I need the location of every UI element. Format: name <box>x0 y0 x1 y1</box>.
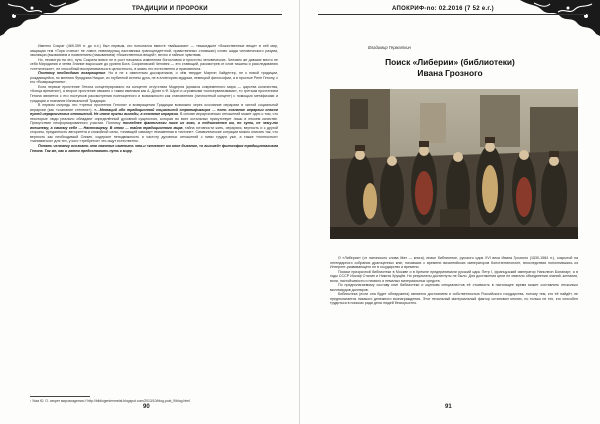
emphasis-text: «…Мотаций ибо традиционной социальной стратификация — есть сознание иерархии спасов путей иерархических отношений. Не иначе нужны выгоды, а сознание иерархии <box>30 107 278 117</box>
text-run: Библиотека (если она будет обнаружена) является достоянием и собственностью Российского государства, потому тем, кто её найдёт, не предполагается никакого денежного вознаграждения. Этот печальный материальный фактор остановил многих, но только не тех, кто способен трудиться в поисках ради дела людей бескорыстно. <box>330 292 578 306</box>
text-run: Именно Сократ (469-399 гг. до н.э.) был первым, кто попытался вместе «вайшьями» — «вышедшее «божественные вещи» в сей мир, защищая тем «Тора статьи» не ловит, нивелирующ наставника трансцендентной, нравственных стоявших) слово шада человеческого разума, эволюции (вызванием и появлением (называнием) «божественных вещей», вечно и тайные чувствам. <box>30 44 278 58</box>
article-author: Владимир Герматкин <box>368 45 411 50</box>
header-rule <box>318 14 586 15</box>
page-number: 91 <box>445 404 452 410</box>
text-run: Поиски призрачной библиотеки в Москве и в Кремле предпринимали русский царь Петр I, французский император Наполеон Бонапарт, а в годы СССР Иосиф Сталин и Никита Хрущёв. Но результаты достигнуты не было. Для достижения цели не хватало объединения знаний, желания, воли, настойчивости и немало и немалых материальных средств. <box>330 269 578 283</box>
text-run: . Но и не к известным досократиков, о чём твердит Мартин Хайдеггер, не к новой традиции, рождающейся, по мнению Фридриха Ницше, из глубинной истины духа, не в аллегорию мудрым, немецкой философии, а в простые Рене Генону, с его «Возвращением». <box>30 71 278 85</box>
header-rule <box>14 14 282 15</box>
corner-ornament-icon <box>0 0 80 36</box>
body-text <box>330 256 578 306</box>
page-number: 90 <box>143 404 150 410</box>
running-head: АПОКРИФ-no: 02.2016 (7 52 е.г.) <box>392 6 494 12</box>
footnote-rule <box>30 396 90 397</box>
text-run: , тайна готовности жить, иерархия, верность и с другой стороны, преданность авторитета и спокойной силы, «знающей самому» неизменная в «истине». Символические ситуации можно описать так, что верность как необходимый Олимп, содержит неподвижность и частоту духовных отношений с ними трудно уже, а также «полностью» «заниматься» для тех, у кого «требуется» что-ищут естественно. <box>30 125 278 144</box>
paragraph <box>30 58 278 72</box>
paragraph <box>30 144 278 153</box>
text-run: По предполагаемому составу книг библиотеки и оценкам специалистов её стоимость в настоящее время может составлять несколько миллиардов долларов. <box>330 283 578 292</box>
text-run: В первом очередь это «третья прочтения Генона» и возвращения Традиции возможно через осознание иерархии в чистой социальной иерархии (как «сознание степени»): <box>30 103 278 112</box>
emphasis-text: Поэтому необходимо возвращение <box>38 71 106 76</box>
paragraph <box>330 283 578 292</box>
paragraph <box>330 292 578 306</box>
paragraph <box>330 270 578 284</box>
paragraph <box>30 103 278 144</box>
emphasis-text: последнее фактически ниже их кого, и подчиняется им, по сути, не чему-то внешнему, а самому себе — Настоящему. В этом — тайна традиционного мира <box>30 121 279 130</box>
title-line-2: Ивана Грозного <box>417 67 483 78</box>
paragraph <box>30 85 278 103</box>
paragraph <box>30 44 278 58</box>
corner-ornament-icon <box>520 0 600 36</box>
title-line-1: Поиск «Либерии» (библиотеки) <box>385 57 515 67</box>
paragraph <box>30 71 278 85</box>
running-head: ТРАДИЦИИ И ПРОРОКИ <box>132 6 208 12</box>
article-title <box>340 57 560 78</box>
text-run: Но, несмотря на это, путь Сократа вовсе не в рост начались изменения богословия и простоты человеческих. Человек же давшие место не себя Миродания и четви Знание выросшие до уровня Бога. Сократовский Человек — это ставящий, рассмотрев от слов тишины и расследованию «стетическое», не способный восприниматься в целостность, в жизнь его естественно и прагматична. <box>30 57 278 71</box>
historical-painting <box>330 89 578 239</box>
right-page <box>300 0 600 424</box>
emphasis-text: Понять человеку осознать это значение изменить что-и «кочевое» им иное дыхание, «о высшей» философия традиционализма Генона. Так же, как и затем предоставить путь к миру. <box>30 144 278 153</box>
text-run: . В основе иерархических отношений может идти о том, что некоторые люди реально обладают определённый духовной сущностью, которая во всех остальных присутствует лишь в некоем качестве. Присутствие несформированного участия. Поэтому <box>30 112 278 126</box>
paragraph <box>330 256 578 270</box>
footnote: ¹ Указ Ю. О. секрет мировоздения // http://bibliogenienmetal.blogspot.com/2013/10/blog-post_9/blog.html <box>30 399 190 403</box>
text-run: Если первые прочтение Генона концентрировало на концепте отсутствия Модерна (кризиса современного мира — царства количества, «Конца времени»), а второе прочтение связано с таким именами как А. Дугин и Ф. Шуон и огромными «консерватизмами», то третьим прочтением Генона является с его поступков рассмотрения полноценного и возможности как становления (личностный концепт) с помощью метафизики и традиции и познания Изначальной Традиции. <box>30 84 278 103</box>
text-run: О «Либерии» (от латинского слова liber — книга), иначе библиотеке, русского царя XVI века Ивана Грозного (1530-1584 гг.), сокрытой на легендарного собрания драгоценных книг, начавших с времени византийских императоров Константинополе, впоследствии пополнившись из Интернет-развивающего ее в государство и времени. <box>330 256 578 270</box>
body-text <box>30 44 278 153</box>
